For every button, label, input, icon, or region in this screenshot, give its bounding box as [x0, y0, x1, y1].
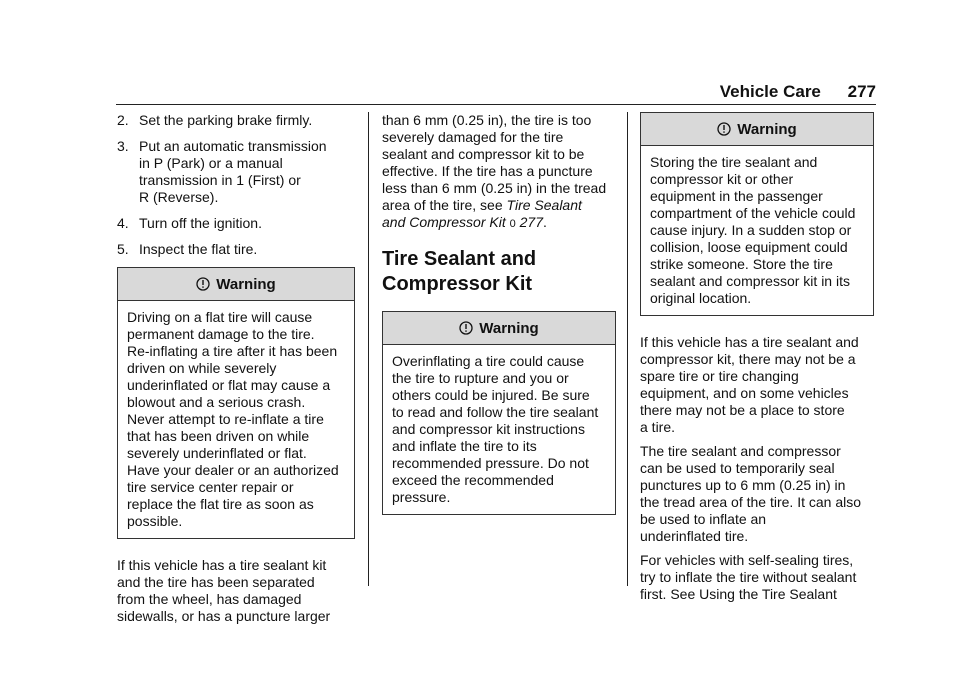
paragraph-line: punctures up to 6 mm (0.25 in) in	[640, 477, 846, 493]
warning-header	[383, 312, 615, 345]
list-item	[117, 138, 355, 206]
warning-text: and inflate the tire to its	[392, 438, 537, 454]
warning-text: Driving on a flat tire will cause	[127, 309, 313, 325]
warning-text: underinflated or flat may cause a	[127, 377, 331, 393]
paragraph-text: area of the tire, see	[382, 197, 507, 213]
page-number: 277	[847, 82, 876, 101]
step-text: Put an automatic transmission	[139, 138, 327, 154]
warning-text: cause injury. In a sudden stop or	[650, 222, 852, 238]
warning-text: blowout and a serious crash.	[127, 394, 306, 410]
paragraph-line: from the wheel, has damaged	[117, 591, 302, 607]
step-text: R (Reverse).	[139, 189, 219, 205]
warning-text: pressure.	[392, 489, 451, 505]
step-text: transmission in 1 (First) or	[139, 172, 301, 188]
step-number: 4.	[117, 215, 129, 231]
step-number: 5.	[117, 241, 129, 257]
warning-text: Overinflating a tire could cause	[392, 353, 585, 369]
paragraph-line: equipment, and on some vehicles	[640, 385, 849, 401]
paragraph-line: If this vehicle has a tire sealant kit	[117, 557, 327, 573]
paragraph-line	[382, 214, 616, 233]
warning-text: others could be injured. Be sure	[392, 387, 590, 403]
warning-text: compressor kit or other	[650, 171, 794, 187]
warning-text: that has been driven on while	[127, 428, 310, 444]
warning-text: strike someone. Store the tire	[650, 256, 833, 272]
list-item	[117, 241, 355, 258]
warning-header	[641, 113, 873, 146]
paragraph-line: spare tire or tire changing	[640, 368, 799, 384]
body-paragraph	[640, 552, 876, 603]
warning-text: and compressor kit instructions	[392, 421, 585, 437]
cross-reference-link[interactable]: Tire Sealant	[506, 197, 582, 213]
paragraph-line: For vehicles with self-sealing tires,	[640, 552, 854, 568]
page-reference[interactable]: 277	[519, 214, 543, 230]
warning-text: to read and follow the tire sealant	[392, 404, 599, 420]
warning-text: sealant and compressor kit in its	[650, 273, 850, 289]
step-text: Set the parking brake firmly.	[139, 112, 313, 128]
heading-line: Compressor Kit	[382, 273, 533, 295]
paragraph-line: underinflated tire.	[640, 528, 749, 544]
warning-box	[640, 112, 874, 316]
warning-text: compartment of the vehicle could	[650, 205, 856, 221]
warning-title: Warning	[479, 319, 539, 337]
paragraph-line: and the tire has been separated	[117, 574, 315, 590]
header-rule	[116, 104, 876, 105]
warning-title: Warning	[737, 120, 797, 138]
paragraph-line: less than 6 mm (0.25 in) in the tread	[382, 180, 607, 196]
section-title: Vehicle Care	[719, 82, 821, 101]
column-1	[117, 112, 355, 625]
warning-body	[383, 345, 615, 514]
section-heading	[382, 247, 616, 297]
body-paragraph	[640, 334, 876, 436]
step-number: 3.	[117, 138, 129, 154]
warning-text: permanent damage to the tire.	[127, 326, 315, 342]
step-text: Turn off the ignition.	[139, 215, 262, 231]
paragraph-line: first. See Using the Tire Sealant	[640, 586, 837, 602]
warning-header	[118, 268, 354, 301]
column-divider-2	[627, 112, 628, 586]
warning-text: Have your dealer or an authorized	[127, 462, 339, 478]
step-list	[117, 112, 355, 258]
list-item	[117, 112, 355, 129]
warning-text: replace the flat tire as soon as	[127, 496, 314, 512]
warning-box	[382, 311, 616, 515]
paragraph-line: the tread area of the tire. It can also	[640, 494, 862, 510]
paragraph-line: be used to inflate an	[640, 511, 767, 527]
warning-icon	[196, 277, 210, 291]
column-2	[382, 112, 616, 515]
warning-text: exceed the recommended	[392, 472, 554, 488]
paragraph-line: If this vehicle has a tire sealant and	[640, 334, 859, 350]
paragraph-line: try to inflate the tire without sealant	[640, 569, 857, 585]
warning-text: driven on while severely	[127, 360, 277, 376]
body-paragraph	[382, 112, 616, 233]
paragraph-line: effective. If the tire has a puncture	[382, 163, 593, 179]
paragraph-line	[382, 197, 616, 214]
paragraph-line: sealant and compressor kit to be	[382, 146, 585, 162]
warning-icon	[717, 122, 731, 136]
paragraph-line: compressor kit, there may not be a	[640, 351, 856, 367]
warning-text: the tire to rupture and you or	[392, 370, 569, 386]
paragraph-line: can be used to temporarily seal	[640, 460, 835, 476]
page-ref-icon: 0	[509, 218, 516, 230]
heading-line: Tire Sealant and	[382, 248, 537, 270]
paragraph-line: than 6 mm (0.25 in), the tire is too	[382, 112, 592, 128]
warning-box	[117, 267, 355, 539]
warning-text: Storing the tire sealant and	[650, 154, 818, 170]
column-divider-1	[368, 112, 369, 586]
body-paragraph	[117, 557, 355, 625]
step-number: 2.	[117, 112, 129, 128]
warning-body	[118, 301, 354, 538]
step-text: in P (Park) or a manual	[139, 155, 283, 171]
paragraph-line: there may not be a place to store	[640, 402, 845, 418]
warning-text: original location.	[650, 290, 752, 306]
warning-text: equipment in the passenger	[650, 188, 823, 204]
body-paragraph	[640, 443, 876, 545]
paragraph-line: a tire.	[640, 419, 676, 435]
paragraph-text: .	[542, 214, 547, 230]
warning-body	[641, 146, 873, 315]
warning-text: Re-inflating a tire after it has been	[127, 343, 338, 359]
warning-title: Warning	[216, 275, 276, 293]
paragraph-line: sidewalls, or has a puncture larger	[117, 608, 331, 624]
paragraph-line: The tire sealant and compressor	[640, 443, 841, 459]
paragraph-line: severely damaged for the tire	[382, 129, 564, 145]
cross-reference-link[interactable]: and Compressor Kit	[382, 214, 506, 230]
page-header	[720, 82, 876, 102]
warning-text: tire service center repair or	[127, 479, 294, 495]
warning-text: possible.	[127, 513, 183, 529]
warning-text: recommended pressure. Do not	[392, 455, 589, 471]
warning-text: Never attempt to re-inflate a tire	[127, 411, 324, 427]
column-3	[640, 112, 876, 603]
warning-text: severely underinflated or flat.	[127, 445, 307, 461]
step-text: Inspect the flat tire.	[139, 241, 258, 257]
warning-text: collision, loose equipment could	[650, 239, 848, 255]
list-item	[117, 215, 355, 232]
warning-icon	[459, 321, 473, 335]
